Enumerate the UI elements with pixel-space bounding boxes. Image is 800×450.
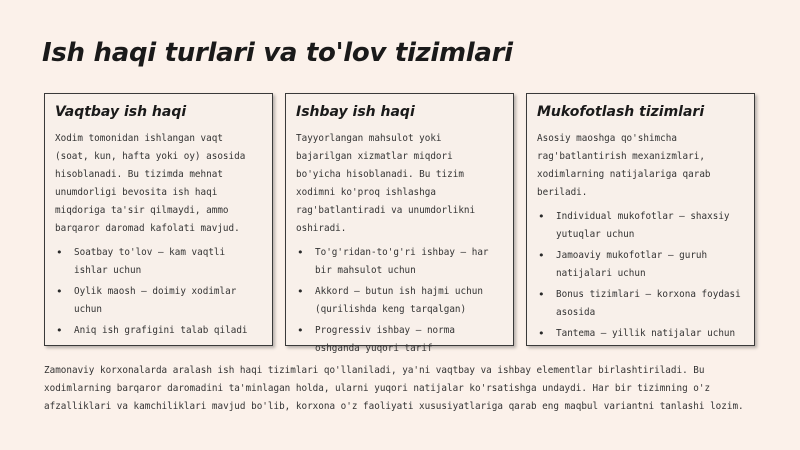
card-description: Asosiy maoshga qo'shimcha rag'batlantirish mexanizmlari, xodimlarning natijalariga qarab beriladi. [537, 133, 711, 198]
bullet-list [537, 208, 744, 343]
bullet-item: • Soatbay to'lov – kam vaqtli ishlar uchun [55, 244, 262, 280]
card-title: Vaqtbay ish haqi [55, 104, 187, 120]
bullet-item: • Bonus tizimlari – korxona foydasi asosida [537, 286, 744, 322]
bullet-item: • Akkord – butun ish hajmi uchun (qurilishda keng tarqalgan) [296, 283, 503, 319]
bullet-list [296, 244, 503, 358]
bullet-list [55, 244, 262, 340]
bullet-item: • To'g'ridan-to'g'ri ishbay – har bir mahsulot uchun [296, 244, 503, 280]
card-title: Mukofotlash tizimlari [537, 104, 705, 120]
summary-paragraph: Zamonaviy korxonalarda aralash ish haqi tizimlari qo'llaniladi, ya'ni vaqtbay va ishbay elementlar birlashtiriladi. Bu xodimlarning barqaror daromadini ta'minlagan holda, ularni yuqori natijalar ko'rsatishga undaydi. Har bir tizimning o'z afzalliklari va kamchiliklari mavjud bo'lib, korxona o'z faoliyati xususiyatlariga qarab eng maqbul variantni tanlashi lozim. [44, 365, 744, 412]
bullet-item: • Jamoaviy mukofotlar – guruh natijalari uchun [537, 247, 744, 283]
card-mukofotlash [526, 93, 755, 346]
card-description: Xodim tomonidan ishlangan vaqt (soat, kun, hafta yoki oy) asosida hisoblanadi. Bu tizimda mehnat unumdorligi bevosita ish haqi miqdoriga ta'sir qilmaydi, ammo barqaror daromad kafolati mavjud. [55, 133, 246, 234]
bullet-item: • Progressiv ishbay – norma oshganda yuqori tarif [296, 322, 503, 358]
card-vaqtbay [44, 93, 273, 346]
page-title: Ish haqi turlari va to'lov tizimlari [42, 38, 513, 68]
bullet-item: • Oylik maosh – doimiy xodimlar uchun [55, 283, 262, 319]
card-title: Ishbay ish haqi [296, 104, 415, 120]
bullet-item: • Aniq ish grafigini talab qiladi [55, 322, 262, 340]
bullet-item: • Individual mukofotlar – shaxsiy yutuqlar uchun [537, 208, 744, 244]
card-ishbay [285, 93, 514, 354]
bullet-item: • Tantema – yillik natijalar uchun [537, 325, 744, 343]
card-description: Tayyorlangan mahsulot yoki bajarilgan xizmatlar miqdori bo'yicha hisoblanadi. Bu tizim xodimni ko'proq ishlashga rag'batlantiradi va unumdorlikni oshiradi. [296, 133, 476, 234]
